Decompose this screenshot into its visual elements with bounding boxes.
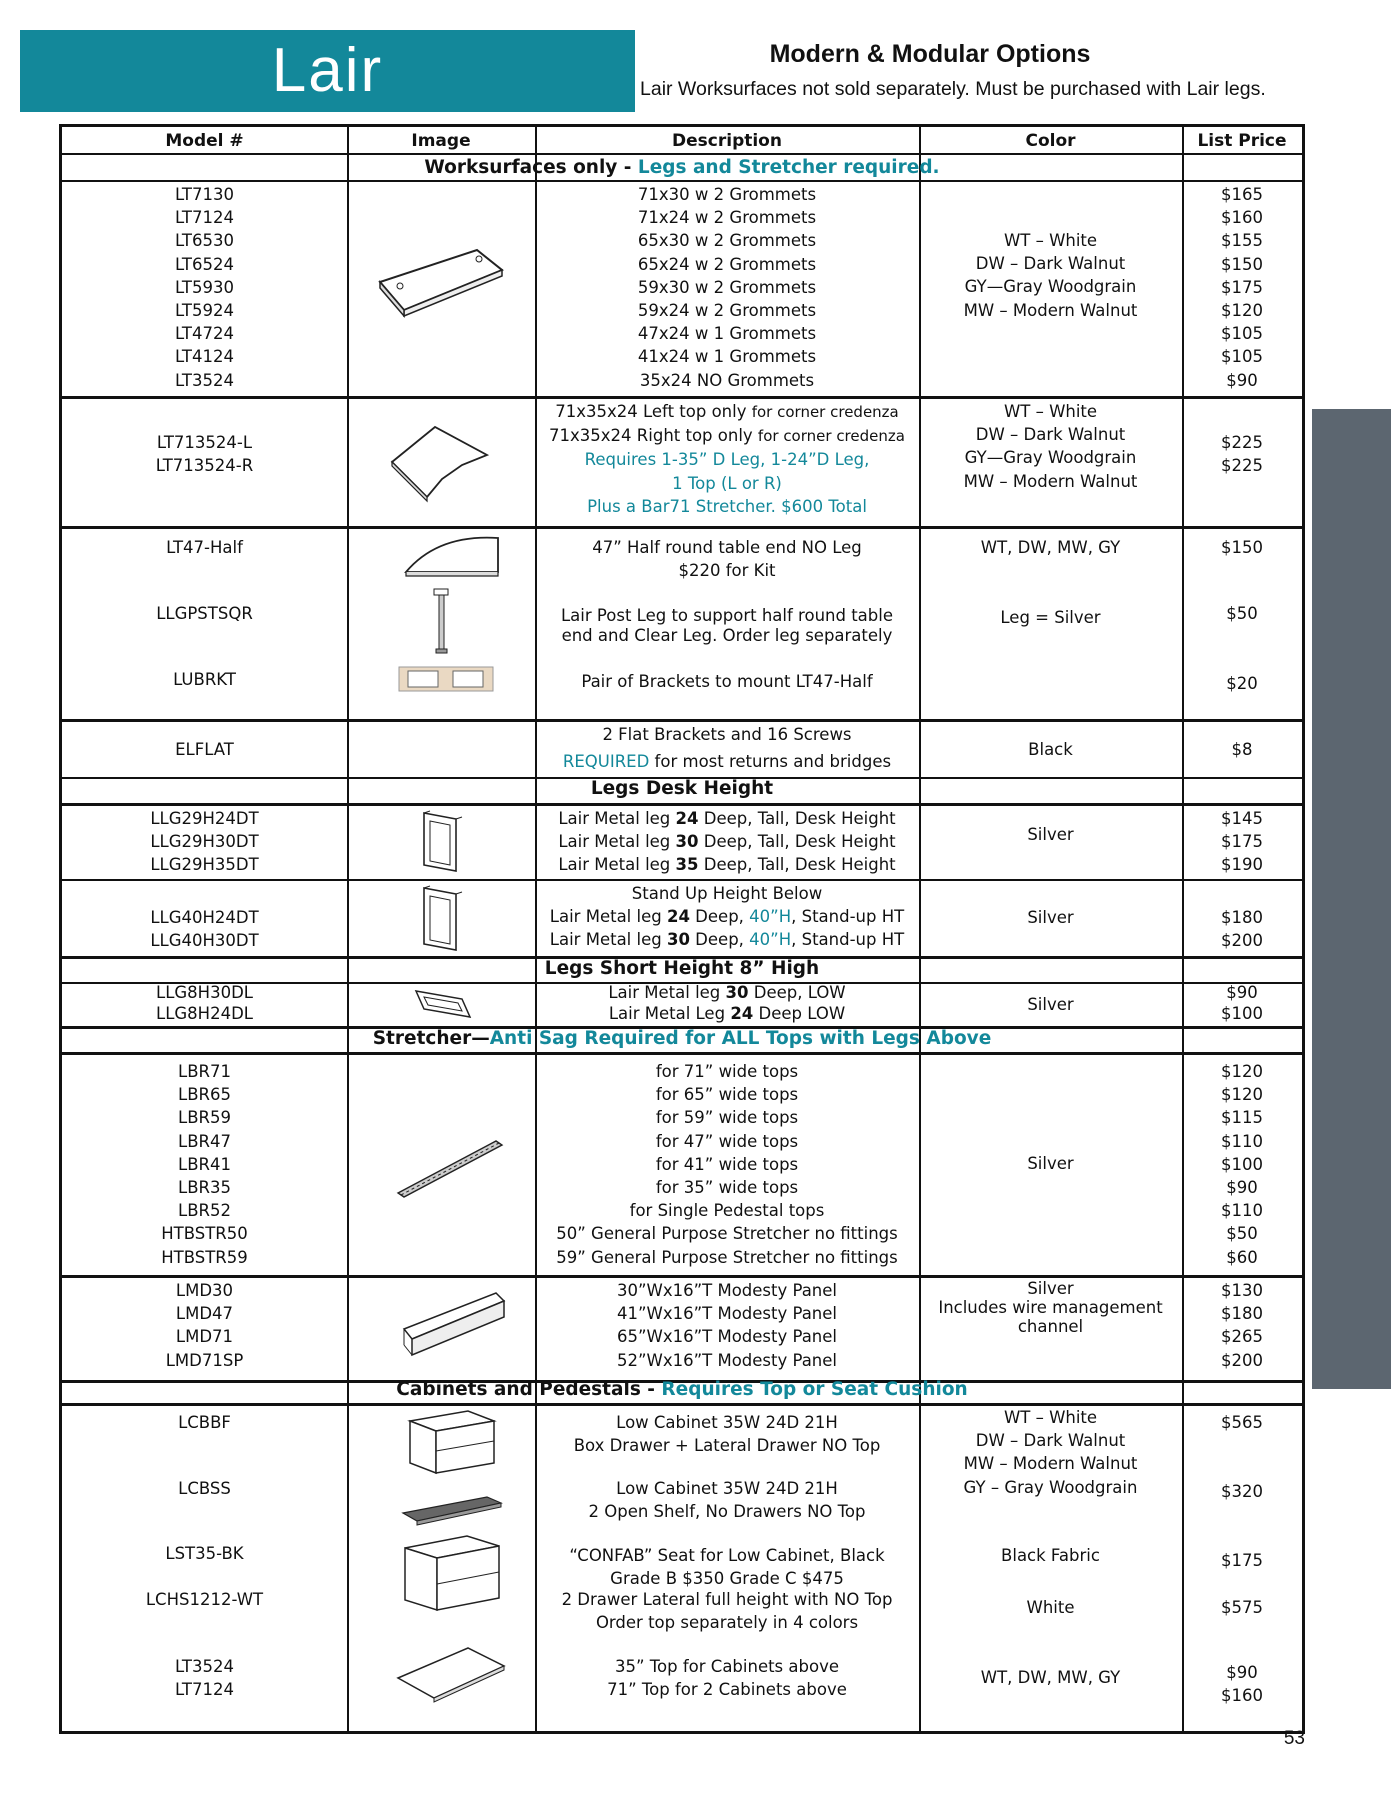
row-divider bbox=[62, 803, 1302, 806]
g10-desc-5: 35” Top for Cabinets above 71” Top for 2 Cabinets above bbox=[607, 1657, 847, 1700]
price-table bbox=[59, 124, 1305, 1734]
g9-prices: $130 $180 $265 $200 bbox=[1221, 1281, 1263, 1370]
model-number: LT6530 bbox=[175, 231, 234, 251]
section-legs-short: Legs Short Height 8” High bbox=[544, 958, 820, 979]
g7-color: Silver bbox=[1027, 995, 1074, 1014]
g1-descriptions: 71x30 w 2 Grommets 71x24 w 2 Grommets 65x30 w 2 Grommets 65x24 w 2 Grommets 59x30 w 2 Grommets 59x24 w 2 Grommets 47x24 w 1 Grommets 41x24 w 1 Grommets 35x24 NO Grommets bbox=[637, 185, 817, 390]
g4-price: $8 bbox=[1231, 740, 1253, 759]
page-title: Modern & Modular Options bbox=[769, 40, 1091, 68]
g2-colors: WT – White DW – Dark Walnut GY—Gray Woodgrain MW – Modern Walnut bbox=[963, 402, 1138, 491]
g9-colors: Silver Includes wire management channel bbox=[938, 1279, 1163, 1336]
side-tab bbox=[1312, 409, 1391, 1389]
g8-color: Silver bbox=[1027, 1154, 1074, 1173]
model-number: LT4724 bbox=[175, 324, 234, 344]
model-number: LT7124 bbox=[175, 208, 234, 228]
g3-price-3: $20 bbox=[1226, 674, 1258, 693]
g10-color-3: Black Fabric bbox=[1001, 1546, 1100, 1565]
g1-colors: WT – White DW – Dark Walnut GY—Gray Woodgrain MW – Modern Walnut bbox=[963, 231, 1138, 320]
g6-color: Silver bbox=[1027, 908, 1074, 927]
model-number: LT47-Half bbox=[166, 538, 243, 557]
section-legs-desk: Legs Desk Height bbox=[590, 778, 774, 799]
g10-prices-5: $90 $160 bbox=[1221, 1663, 1263, 1706]
desk-leg-image bbox=[420, 809, 470, 875]
lateral-file-image bbox=[397, 1532, 507, 1616]
g3-color-2: Leg = Silver bbox=[1000, 608, 1101, 627]
g3-desc-1: 47” Half round table end NO Leg $220 for Kit bbox=[592, 538, 862, 581]
g10-color-4: White bbox=[1026, 1598, 1075, 1617]
g10-models-5: LT3524 LT7124 bbox=[175, 1657, 234, 1700]
row-divider bbox=[62, 396, 1302, 399]
model-number: LT6524 bbox=[175, 254, 234, 274]
g1-models bbox=[62, 183, 347, 392]
model-number: LT5930 bbox=[175, 277, 234, 297]
row-divider bbox=[62, 1275, 1302, 1278]
g4-desc: 2 Flat Brackets and 16 Screws REQUIRED for most returns and bridges bbox=[562, 725, 892, 772]
header-price: List Price bbox=[1197, 131, 1287, 151]
standup-leg-image bbox=[420, 884, 470, 954]
short-leg-image bbox=[412, 985, 478, 1023]
low-cabinet-image bbox=[402, 1407, 502, 1479]
g5-prices: $145 $175 $190 bbox=[1221, 809, 1263, 875]
g8-prices: $120 $120 $115 $110 $100 $90 $110 $50 $60 bbox=[1221, 1062, 1263, 1267]
g10-color-5: WT, DW, MW, GY bbox=[980, 1668, 1121, 1687]
brand-title: Lair bbox=[271, 36, 384, 105]
g7-descriptions: Lair Metal leg 30 Deep, LOW Lair Metal Leg 24 Deep LOW bbox=[608, 983, 846, 1023]
page-number: 53 bbox=[1283, 1728, 1305, 1749]
g2-prices: $225 $225 bbox=[1221, 433, 1263, 476]
row-divider bbox=[62, 153, 1302, 155]
post-leg-image bbox=[430, 587, 454, 657]
worksurface-image bbox=[372, 242, 512, 322]
header-description: Description bbox=[672, 131, 782, 151]
g10-desc-4: 2 Drawer Lateral full height with NO Top Order top separately in 4 colors bbox=[561, 1590, 893, 1633]
half-round-image bbox=[398, 532, 508, 582]
model-number: ELFLAT bbox=[175, 740, 234, 759]
g4-color: Black bbox=[1028, 740, 1073, 759]
cabinet-top-image bbox=[392, 1642, 512, 1706]
g5-color: Silver bbox=[1027, 825, 1074, 844]
row-divider bbox=[62, 879, 1302, 881]
g10-price-2: $320 bbox=[1221, 1482, 1263, 1501]
model-number: LCBBF bbox=[178, 1413, 231, 1432]
g10-desc-1: Low Cabinet 35W 24D 21H Box Drawer + Lateral Drawer NO Top bbox=[573, 1413, 881, 1456]
modesty-panel-image bbox=[398, 1285, 518, 1365]
g10-price-4: $575 bbox=[1221, 1598, 1263, 1617]
g1-prices: $165 $160 $155 $150 $175 $120 $105 $105 $90 bbox=[1221, 185, 1263, 390]
g10-price-3: $175 bbox=[1221, 1551, 1263, 1570]
model-number: LST35-BK bbox=[165, 1544, 244, 1563]
g8-descriptions: for 71” wide tops for 65” wide tops for 59” wide tops for 47” wide tops for 41” wide tops for 35” wide tops for Single Pedestal tops 50” General Purpose Stretcher no fittings 59” General Purpose Stretcher no fittings bbox=[556, 1062, 898, 1267]
g8-models: LBR71 LBR65 LBR59 LBR47 LBR41 LBR35 LBR52 HTBSTR50 HTBSTR59 bbox=[161, 1062, 248, 1267]
g10-desc-2: Low Cabinet 35W 24D 21H 2 Open Shelf, No Drawers NO Top bbox=[588, 1479, 866, 1522]
row-divider bbox=[62, 180, 1302, 182]
g6-prices: $180 $200 bbox=[1221, 908, 1263, 951]
g6-models: LLG40H24DT LLG40H30DT bbox=[150, 908, 259, 951]
corner-top-image bbox=[387, 417, 507, 507]
model-number: LCBSS bbox=[178, 1479, 231, 1498]
g9-models: LMD30 LMD47 LMD71 LMD71SP bbox=[165, 1281, 244, 1370]
brand-banner bbox=[20, 30, 635, 112]
g7-models: LLG8H30DL LLG8H24DL bbox=[156, 983, 253, 1023]
header-color: Color bbox=[1025, 131, 1076, 151]
g7-prices: $90 $100 bbox=[1221, 983, 1263, 1023]
g10-colors: WT – White DW – Dark Walnut MW – Modern Walnut GY – Gray Woodgrain bbox=[963, 1408, 1138, 1497]
g6-descriptions: Stand Up Height Below Lair Metal leg 24 Deep, 40”H, Stand-up HT Lair Metal leg 30 Deep, 40”H, Stand-up HT bbox=[549, 884, 905, 950]
page-subtitle: Lair Worksurfaces not sold separately. Must be purchased with Lair legs. bbox=[640, 78, 1266, 100]
row-divider bbox=[62, 1052, 1302, 1055]
g5-models: LLG29H24DT LLG29H30DT LLG29H35DT bbox=[150, 809, 259, 875]
g3-desc-3: Pair of Brackets to mount LT47-Half bbox=[581, 672, 873, 691]
section-stretcher: Stretcher—Anti Sag Required for ALL Tops with Legs Above bbox=[372, 1028, 992, 1049]
g2-models: LT713524-L LT713524-R bbox=[155, 433, 254, 476]
g2-descriptions: 71x35x24 Left top only for corner credenza 71x35x24 Right top only for corner credenza Requires 1-35” D Leg, 1-24”D Leg, 1 Top (L or R) Plus a Bar71 Stretcher. $600 Total bbox=[549, 402, 905, 516]
section-cabinets: Cabinets and Pedestals - Requires Top or Seat Cushion bbox=[396, 1379, 968, 1400]
row-divider bbox=[62, 719, 1302, 722]
model-number: LCHS1212-WT bbox=[145, 1590, 264, 1609]
model-number: LT3524 bbox=[175, 370, 234, 390]
model-number: LT5924 bbox=[175, 301, 234, 321]
seat-cushion-image bbox=[397, 1493, 507, 1527]
g9-descriptions: 30”Wx16”T Modesty Panel 41”Wx16”T Modesty Panel 65”Wx16”T Modesty Panel 52”Wx16”T Modesty Panel bbox=[616, 1281, 838, 1370]
stretcher-image bbox=[392, 1137, 512, 1207]
g3-price-1: $150 bbox=[1221, 538, 1263, 557]
g10-price-1: $565 bbox=[1221, 1413, 1263, 1432]
g3-desc-2: Lair Post Leg to support half round table end and Clear Leg. Order leg separately bbox=[560, 606, 893, 645]
header-model: Model # bbox=[165, 131, 244, 151]
section-worksurfaces: Worksurfaces only - Legs and Stretcher required. bbox=[424, 157, 940, 178]
g10-desc-3: “CONFAB” Seat for Low Cabinet, Black Grade B $350 Grade C $475 bbox=[569, 1546, 885, 1589]
model-number: LT4124 bbox=[175, 347, 234, 367]
row-divider bbox=[62, 526, 1302, 529]
g5-descriptions: Lair Metal leg 24 Deep, Tall, Desk Height Lair Metal leg 30 Deep, Tall, Desk Height Lair Metal leg 35 Deep, Tall, Desk Height bbox=[558, 809, 896, 875]
g3-price-2: $50 bbox=[1226, 604, 1258, 623]
model-number: LLGPSTSQR bbox=[156, 604, 253, 623]
header-image: Image bbox=[411, 131, 471, 151]
col-divider bbox=[347, 127, 349, 1731]
model-number: LUBRKT bbox=[173, 670, 236, 689]
g3-color-1: WT, DW, MW, GY bbox=[980, 538, 1121, 557]
brackets-image bbox=[398, 664, 494, 694]
model-number: LT7130 bbox=[175, 185, 234, 204]
